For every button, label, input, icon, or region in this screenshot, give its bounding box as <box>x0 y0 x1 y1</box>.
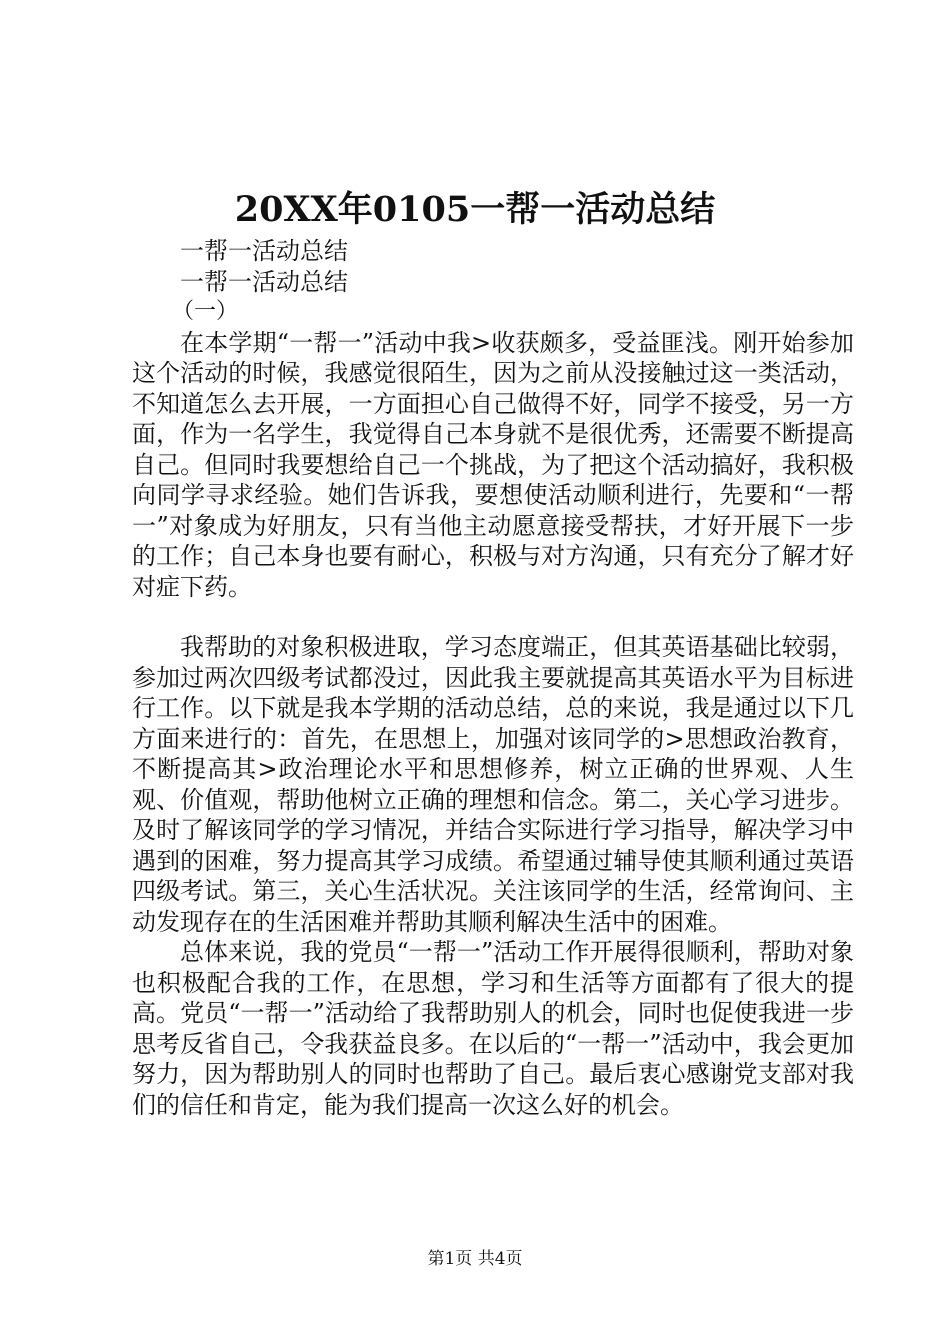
page-footer: 第1页 共4页 <box>427 1249 523 1269</box>
subtitle-line-1: 一帮一活动总结 <box>180 237 348 265</box>
document-body <box>132 236 854 1120</box>
paragraph-2: 我帮助的对象积极进取，学习态度端正，但其英语基础比较弱，参加过两次四级考试都没过，因此我主要就提高其英语水平为目标进行工作。以下就是我本学期的活动总结，总的来说，我是通过以下几方面来进行的：首先，在思想上，加强对该同学的>思想政治教育，不断提高其>政治理论水平和思想修养，树立正确的世界观、人生观、价值观，帮助他树立正确的理想和信念。第二，关心学习进步。及时了解该同学的学习情况，并结合实际进行学习指导，解决学习中遇到的困难，努力提高其学习成绩。希望通过辅导使其顺利通过英语四级考试。第三，关心生活状况。关注该同学的生活，经常询问、主动发现存在的生活困难并帮助其顺利解决生活中的困难。 <box>132 633 854 936</box>
section-marker: （一） <box>172 299 239 324</box>
subtitle-line-2: 一帮一活动总结 <box>180 267 348 296</box>
paragraph-3: 总体来说，我的党员“一帮一”活动工作开展得很顺利，帮助对象也积极配合我的工作，在思想，学习和生活等方面都有了很大的提高。党员“一帮一”活动给了我帮助别人的机会，同时也促使我进一步思考反省自己，令我获益良多。在以后的“一帮一”活动中，我会更加努力，因为帮助别人的同时也帮助了自己。最后衷心感谢党支部对我们的信任和肯定，能为我们提高一次这么好的机会。 <box>132 938 854 1119</box>
document-title: 20XX年0105一帮一活动总结 <box>234 189 716 230</box>
paragraph-1: 在本学期“一帮一”活动中我>收获颇多，受益匪浅。刚开始参加这个活动的时候，我感觉很陌生，因为之前从没接触过这一类活动，不知道怎么去开展，一方面担心自己做得不好，同学不接受，另一方面，作为一名学生，我觉得自己本身就不是很优秀，还需要不断提高自己。但同时我要想给自己一个挑战，为了把这个活动搞好，我积极向同学寻求经验。她们告诉我，要想使活动顺利进行，先要和“一帮一”对象成为好朋友，只有当他主动愿意接受帮扶，才好开展下一步的工作；自己本身也要有耐心，积极与对方沟通，只有充分了解才好对症下药。 <box>132 328 854 601</box>
